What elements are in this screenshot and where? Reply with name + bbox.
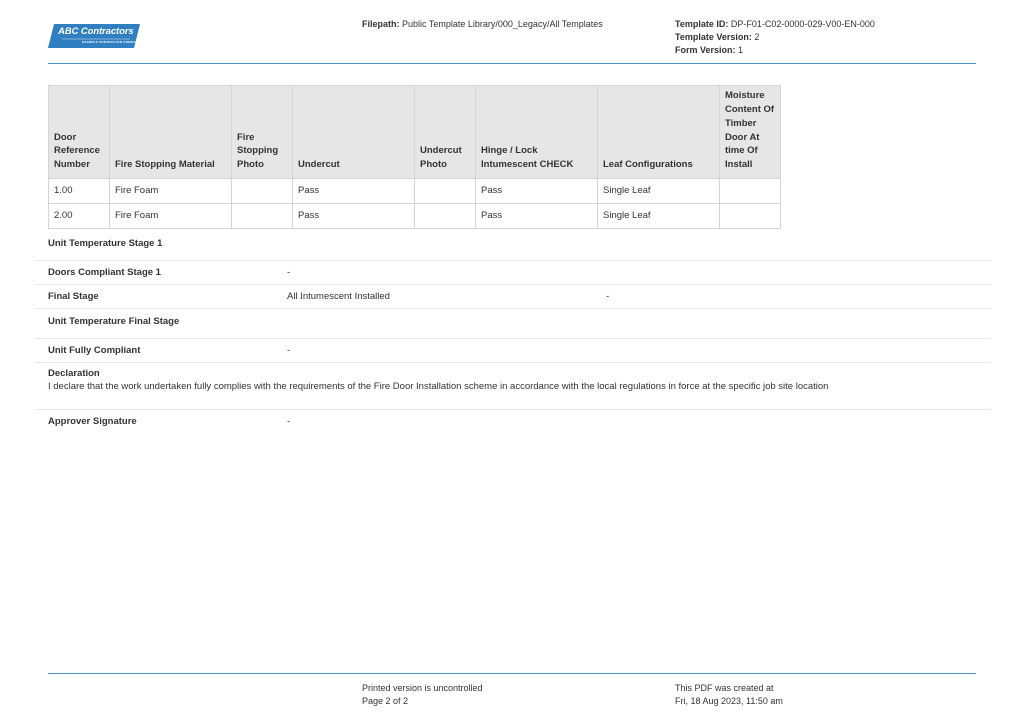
col-header-undercut-photo: Undercut Photo bbox=[415, 86, 476, 179]
col-header-door-reference: Door Reference Number bbox=[49, 86, 110, 179]
cell-fire-stopping-material: Fire Foam bbox=[110, 179, 232, 204]
cell-leaf-configuration: Single Leaf bbox=[598, 204, 720, 229]
footer-created-block bbox=[675, 682, 783, 707]
unit-fully-compliant-value: - bbox=[287, 345, 291, 356]
cell-fire-stopping-material: Fire Foam bbox=[110, 204, 232, 229]
header-divider bbox=[48, 63, 976, 64]
cell-fire-stopping-photo bbox=[232, 204, 293, 229]
final-stage-label: Final Stage bbox=[48, 291, 99, 302]
approver-signature-label: Approver Signature bbox=[48, 416, 137, 427]
door-table bbox=[48, 85, 781, 229]
logo-tagline: EXAMPLE CONTRACTOR COMPANY bbox=[82, 40, 140, 44]
template-id-value: DP-F01-C02-0000-029-V00-EN-000 bbox=[730, 19, 875, 29]
unit-temperature-stage1-label: Unit Temperature Stage 1 bbox=[48, 238, 163, 249]
final-stage-value: All Intumescent Installed bbox=[287, 291, 390, 302]
form-version-value: 1 bbox=[738, 45, 744, 55]
template-id-label: Template ID: bbox=[675, 19, 729, 29]
cell-fire-stopping-photo bbox=[232, 179, 293, 204]
cell-hinge-lock-check: Pass bbox=[476, 179, 598, 204]
cell-moisture-content bbox=[720, 204, 781, 229]
row-divider bbox=[35, 284, 991, 285]
cell-leaf-configuration: Single Leaf bbox=[598, 179, 720, 204]
unit-temperature-final-label: Unit Temperature Final Stage bbox=[48, 316, 180, 327]
template-info-block bbox=[675, 18, 875, 57]
col-header-fire-stopping-photo: Fire Stopping Photo bbox=[232, 86, 293, 179]
col-header-undercut: Undercut bbox=[293, 86, 415, 179]
footer-divider bbox=[48, 673, 976, 674]
row-divider bbox=[35, 260, 991, 261]
logo-name: ABC Contractors bbox=[58, 26, 134, 37]
col-header-hinge-lock-check: Hinge / Lock Intumescent CHECK bbox=[476, 86, 598, 179]
cell-door-reference: 1.00 bbox=[49, 179, 110, 204]
company-logo bbox=[48, 23, 140, 49]
table-row bbox=[49, 179, 781, 204]
row-divider bbox=[35, 338, 991, 339]
col-header-leaf-configurations: Leaf Configurations bbox=[598, 86, 720, 179]
template-version-value: 2 bbox=[754, 32, 760, 42]
footer-created-date: Fri, 18 Aug 2023, 11:50 am bbox=[675, 695, 783, 706]
table-header-row bbox=[49, 86, 781, 179]
unit-fully-compliant-label: Unit Fully Compliant bbox=[48, 345, 141, 356]
footer-created-label: This PDF was created at bbox=[675, 683, 774, 693]
doors-compliant-stage1-label: Doors Compliant Stage 1 bbox=[48, 267, 161, 278]
cell-hinge-lock-check: Pass bbox=[476, 204, 598, 229]
col-header-fire-stopping-material: Fire Stopping Material bbox=[110, 86, 232, 179]
declaration-text: I declare that the work undertaken fully complies with the requirements of the Fire Door Installation scheme in accordance with the local regulations in force at the specific job site location bbox=[48, 381, 829, 392]
cell-moisture-content bbox=[720, 179, 781, 204]
template-version-line bbox=[675, 31, 875, 44]
cell-undercut: Pass bbox=[293, 179, 415, 204]
cell-undercut: Pass bbox=[293, 204, 415, 229]
template-version-label: Template Version: bbox=[675, 32, 752, 42]
footer-uncontrolled-text: Printed version is uncontrolled bbox=[362, 683, 483, 693]
template-id-line bbox=[675, 18, 875, 31]
approver-signature-value: - bbox=[287, 416, 291, 427]
form-version-label: Form Version: bbox=[675, 45, 736, 55]
row-divider bbox=[35, 409, 991, 410]
table-row bbox=[49, 204, 781, 229]
cell-door-reference: 2.00 bbox=[49, 204, 110, 229]
filepath-label: Filepath: bbox=[362, 19, 400, 29]
cell-undercut-photo bbox=[415, 204, 476, 229]
footer-uncontrolled-block bbox=[362, 682, 483, 707]
form-version-line bbox=[675, 44, 875, 57]
footer-page-number: Page 2 of 2 bbox=[362, 695, 409, 706]
declaration-label: Declaration bbox=[48, 368, 100, 379]
col-header-moisture-content: Moisture Content Of Timber Door At time Of Install bbox=[720, 86, 781, 179]
doors-compliant-stage1-value: - bbox=[287, 267, 291, 278]
cell-undercut-photo bbox=[415, 179, 476, 204]
row-divider bbox=[35, 308, 991, 309]
row-divider bbox=[35, 362, 991, 363]
filepath-block bbox=[362, 18, 603, 30]
filepath-value: Public Template Library/000_Legacy/All Templates bbox=[402, 19, 603, 29]
final-stage-extra-value: - bbox=[606, 291, 610, 302]
